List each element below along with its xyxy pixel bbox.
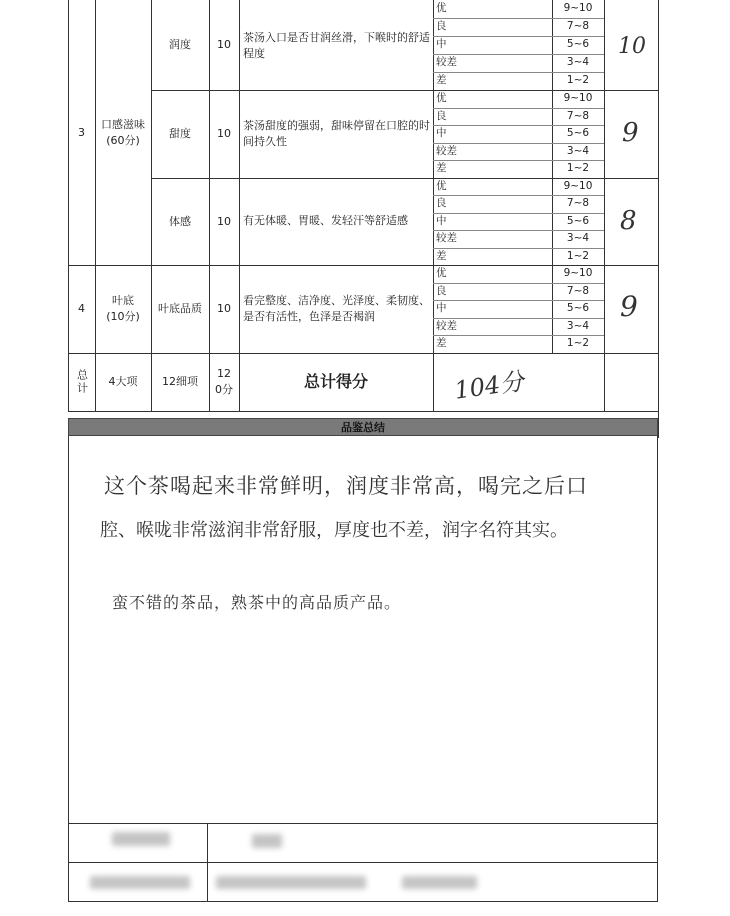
- sub-item-name: 甜度: [169, 127, 191, 140]
- handwritten-score: 10: [618, 34, 646, 59]
- grade-label: 中: [436, 302, 447, 314]
- grade-range: 9~10: [563, 180, 593, 192]
- sub-item-points: 10: [217, 38, 231, 51]
- grade-range: 7~8: [566, 110, 590, 122]
- item-name-taste: [95, 0, 151, 265]
- sub-item-name: 体感: [169, 214, 191, 228]
- grade-label: 较差: [436, 56, 457, 68]
- summary-line-2: 腔、喉咙非常滋润非常舒服，厚度也不差，润字名符其实。: [100, 520, 568, 541]
- summary-line-1: 这个茶喝起来非常鲜明，润度非常高，喝完之后口: [104, 474, 588, 498]
- grade-label: 良: [436, 20, 447, 32]
- item-number-4: 4: [78, 302, 85, 315]
- grade-range: 9~10: [563, 267, 593, 279]
- grade-label: 优: [436, 180, 447, 192]
- grade-label: 优: [436, 267, 447, 279]
- sub-item-name: 润度: [169, 38, 191, 51]
- item-number-3: 3: [78, 125, 85, 139]
- grade-label: 较差: [436, 320, 457, 332]
- item-name-label: 口感滋味: [101, 117, 145, 131]
- summary-line-3: 蛮不错的茶品，熟茶中的高品质产品。: [112, 593, 402, 612]
- item-points-label: (10分): [106, 310, 140, 323]
- grade-label: 中: [436, 38, 447, 50]
- item-name-label: 叶底: [112, 294, 134, 307]
- grade-label: 差: [436, 250, 447, 262]
- grade-range: 5~6: [566, 127, 590, 139]
- total-points: 120分: [215, 367, 233, 396]
- grade-range: 3~4: [566, 320, 590, 332]
- grade-range: 7~8: [566, 197, 590, 209]
- grade-label: 中: [436, 215, 447, 227]
- sub-item-points: 10: [217, 302, 231, 315]
- grade-label: 良: [436, 110, 447, 122]
- grade-range: 5~6: [566, 302, 590, 314]
- sub-item-criteria: 有无体暖、胃暖、发轻汗等舒适感: [243, 214, 408, 227]
- sub-item-criteria: 看完整度、洁净度、光泽度、柔韧度、是否有活性，色泽是否褐润: [243, 294, 430, 323]
- grade-range: 5~6: [566, 38, 590, 50]
- handwritten-score: 9: [622, 118, 639, 148]
- summary-heading: 品鉴总结: [341, 421, 385, 434]
- grade-range: 1~2: [566, 162, 590, 174]
- item-points-label: (60分): [106, 133, 140, 147]
- grade-label: 差: [436, 74, 447, 86]
- total-label: 总计: [75, 369, 89, 395]
- sub-item-points: 10: [217, 127, 231, 140]
- grade-label: 良: [436, 285, 447, 297]
- handwritten-total-score: 104分: [452, 367, 526, 405]
- grade-label: 差: [436, 337, 447, 349]
- grade-range: 3~4: [566, 232, 590, 244]
- grade-label: 优: [436, 92, 447, 104]
- sub-item-criteria: 茶汤入口是否甘润丝滑，下喉时的舒适程度: [243, 31, 430, 60]
- redacted-org-label: [90, 876, 190, 889]
- redacted-signer-name: [252, 834, 282, 848]
- handwritten-score: 8: [620, 206, 637, 236]
- grade-label: 良: [436, 197, 447, 209]
- grade-range: 1~2: [566, 74, 590, 86]
- grade-range: 7~8: [566, 285, 590, 297]
- grade-range: 1~2: [566, 337, 590, 349]
- grade-range: 3~4: [566, 56, 590, 68]
- grade-label: 优: [436, 2, 447, 14]
- sub-item-criteria: 茶汤甜度的强弱，甜味停留在口腔的时间持久性: [243, 119, 430, 148]
- handwritten-score: 9: [620, 290, 638, 323]
- sub-item-points: 10: [217, 214, 231, 228]
- grade-range: 7~8: [566, 20, 590, 32]
- redacted-org-name: [216, 876, 366, 889]
- total-score-heading: 总计得分: [303, 372, 368, 391]
- grade-label: 中: [436, 127, 447, 139]
- grade-label: 较差: [436, 145, 457, 157]
- grade-range: 1~2: [566, 250, 590, 262]
- total-items: 4大项: [108, 375, 138, 388]
- redacted-signer-label: [112, 832, 170, 846]
- summary-heading-bar: [68, 418, 658, 436]
- redacted-org-extra: [402, 876, 477, 889]
- grade-label: 差: [436, 162, 447, 174]
- grade-range: 9~10: [563, 92, 593, 104]
- item-name-leaf: [95, 265, 151, 353]
- grade-label: 较差: [436, 232, 457, 244]
- grade-range: 5~6: [566, 215, 590, 227]
- sub-item-name: 叶底品质: [158, 302, 202, 315]
- grade-range: 3~4: [566, 145, 590, 157]
- total-sub-items: 12细项: [162, 375, 198, 388]
- grade-range: 9~10: [563, 2, 593, 14]
